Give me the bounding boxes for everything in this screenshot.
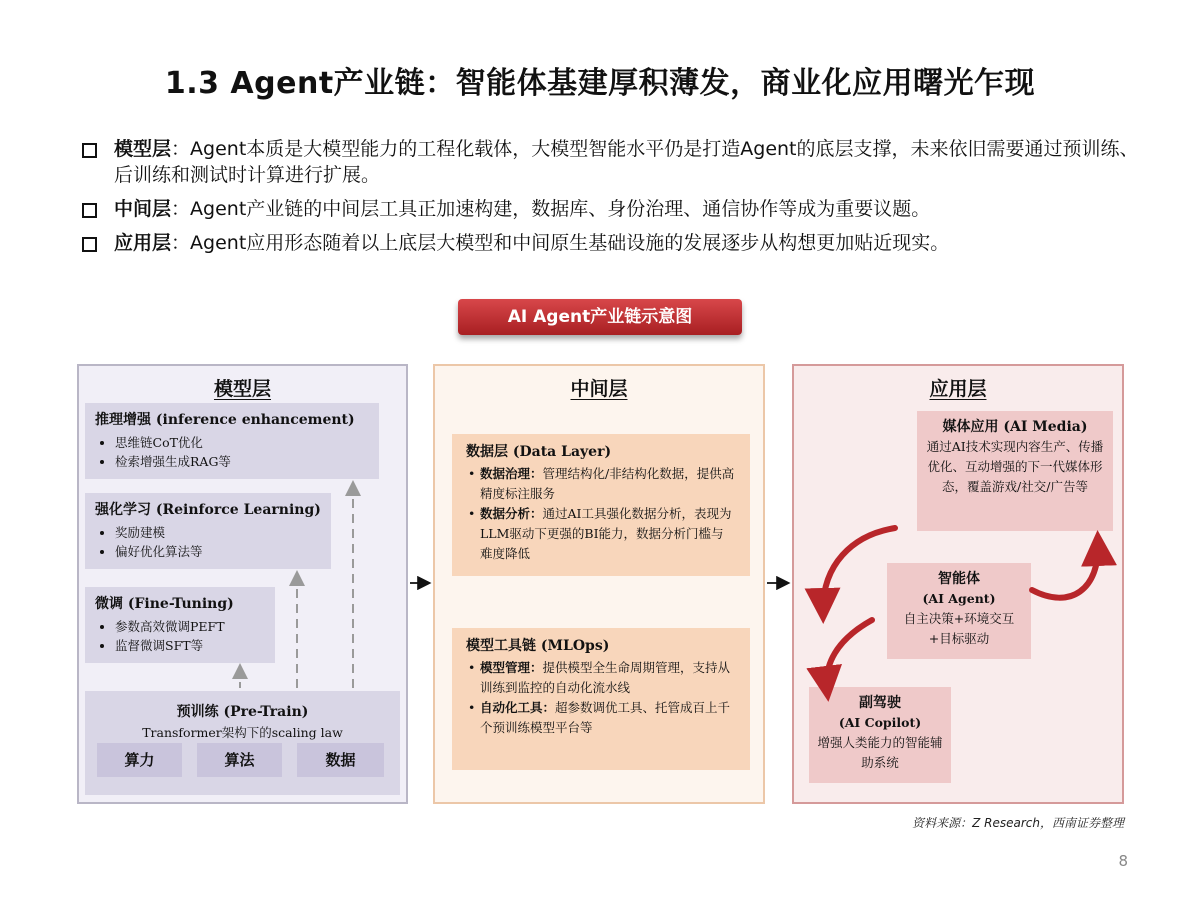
page-number: 8: [1118, 852, 1128, 870]
item-text: 通过AI工具强化数据分析，表现为LLM驱动下更强的BI能力，数据分析门槛与难度降低: [480, 506, 732, 561]
bullet-text: Agent产业链的中间层工具正加速构建，数据库、身份治理、通信协作等成为重要议题。: [190, 198, 931, 220]
list-item: • 监督微调SFT等: [115, 636, 265, 655]
copilot-text: 增强人类能力的智能辅助系统: [817, 735, 943, 770]
list-item: • 参数高效微调PEFT: [115, 617, 265, 636]
pretrain-title: 预训练 (Pre-Train): [176, 704, 309, 720]
bullet-head: 模型层: [114, 138, 172, 160]
bullet-head: 中间层: [114, 198, 172, 220]
curved-arrow-icon: [1032, 542, 1098, 598]
item-head: 自动化工具：: [480, 700, 556, 715]
copilot-title: 副驾驶: [859, 695, 901, 711]
page-title: 1.3 Agent产业链：智能体基建厚积薄发，商业化应用曙光乍现: [164, 66, 1036, 101]
item-head: 数据治理：: [480, 466, 543, 481]
source-note: 资料来源：Z Research，西南证券整理: [912, 816, 1124, 830]
data-layer-title: 数据层 (Data Layer): [466, 444, 612, 460]
finetune-title: 微调 (Fine-Tuning): [95, 596, 234, 612]
list-item: • 思维链CoT优化: [115, 433, 369, 452]
middle-layer-heading: 中间层: [570, 378, 628, 400]
bullet-sep: ：: [171, 138, 191, 160]
item-text: 超参数调优工具、托管成百上千个预训练模型平台等: [480, 700, 731, 735]
bullet-text: Agent应用形态随着以上底层大模型和中间原生基础设施的发展逐步从构想更加贴近现实。: [190, 232, 950, 254]
mlops-title: 模型工具链 (MLOps): [466, 638, 610, 654]
item-text: 提供模型全生命周期管理，支持从训练到监控的自动化流水线: [480, 660, 731, 695]
app-layer-heading: 应用层: [929, 378, 987, 400]
bullet-sep: ：: [171, 198, 191, 220]
segment-data: 数据: [297, 743, 384, 777]
inference-title: 推理增强 (inference enhancement): [95, 412, 355, 428]
agent-title: 智能体: [938, 571, 980, 587]
list-item: • 奖励建模: [115, 523, 321, 542]
segment-algorithm: 算法: [197, 743, 282, 777]
list-item: • 偏好优化算法等: [115, 542, 321, 561]
segment-compute: 算力: [97, 743, 182, 777]
media-text: 通过AI技术实现内容生产、传播优化、互动增强的下一代媒体形态，覆盖游戏/社交/广告等: [926, 439, 1104, 494]
item-text: 管理结构化/非结构化数据，提供高精度标注服务: [480, 466, 735, 501]
curved-arrow-icon: [827, 620, 872, 690]
copilot-subtitle: (AI Copilot): [838, 715, 922, 730]
agent-subtitle: (AI Agent): [922, 591, 996, 606]
diagram-title-banner: AI Agent产业链示意图: [458, 299, 742, 335]
bullet-text: Agent本质是大模型能力的工程化载体，大模型智能水平仍是打造Agent的底层支撑，未来依旧需要通过预训练、后训练和测试时计算进行扩展。: [114, 138, 1139, 186]
media-title: 媒体应用 (AI Media): [942, 419, 1088, 435]
pretrain-subtitle: Transformer架构下的scaling law: [142, 725, 343, 740]
item-head: 模型管理：: [480, 660, 543, 675]
list-item: • 检索增强生成RAG等: [115, 452, 369, 471]
bullet-head: 应用层: [114, 232, 172, 254]
model-layer-heading: 模型层: [213, 378, 271, 400]
agent-text: 自主决策+环境交互+目标驱动: [903, 611, 1015, 646]
curved-arrow-icon: [823, 528, 895, 612]
item-head: 数据分析：: [480, 506, 543, 521]
rl-title: 强化学习 (Reinforce Learning): [95, 502, 321, 518]
bullet-sep: ：: [171, 232, 191, 254]
